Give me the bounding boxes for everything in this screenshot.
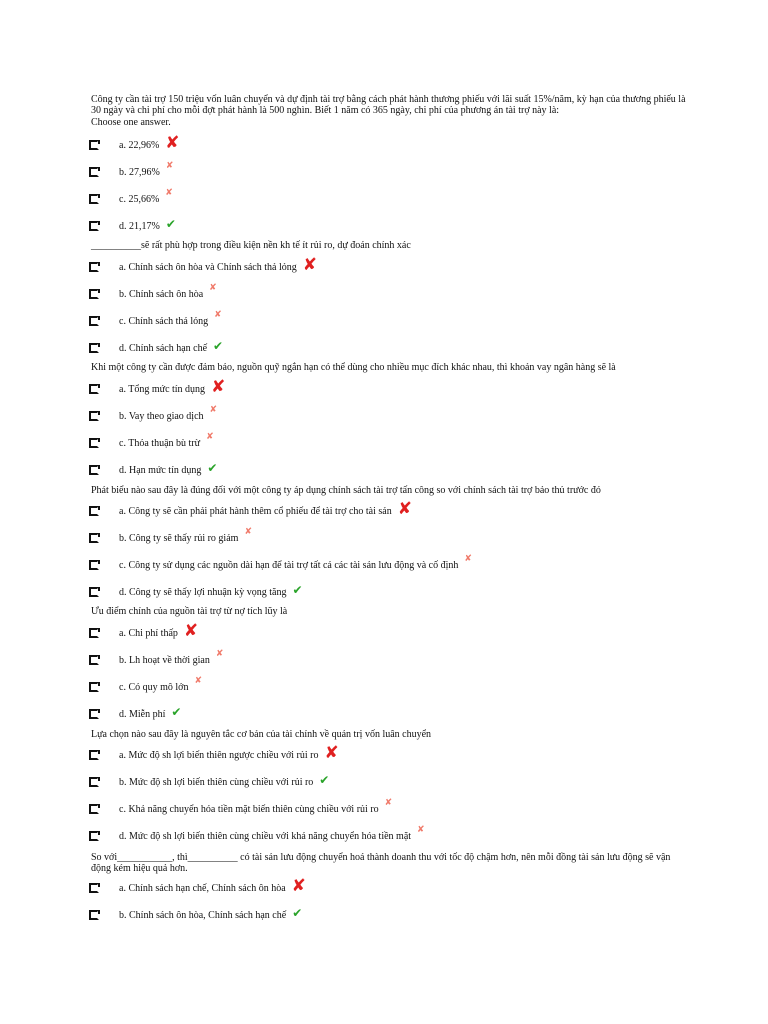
correct-check-icon: ✔ — [207, 461, 218, 475]
incorrect-icon: ✘ — [194, 676, 202, 686]
q3-option-a[interactable]: a. Tổng mức tín dụng ✘ — [89, 378, 225, 396]
incorrect-icon: ✘ — [165, 188, 173, 198]
checkbox-icon[interactable] — [89, 533, 99, 543]
q3-option-d[interactable]: d. Hạn mức tín dụng ✔ — [89, 459, 217, 477]
checkbox-icon[interactable] — [89, 343, 99, 353]
checkbox-icon[interactable] — [89, 221, 99, 231]
q2-option-c[interactable]: c. Chính sách thả lỏng ✘ — [89, 310, 222, 328]
question-5-text: Ưu điểm chính của nguồn tài trợ từ nợ tích lũy là — [91, 606, 288, 617]
checkbox-icon[interactable] — [89, 682, 99, 692]
incorrect-selected-icon: ✘ — [291, 876, 306, 896]
incorrect-selected-icon: ✘ — [302, 255, 317, 275]
question-6-text: Lựa chọn nào sau đây là nguyên tắc cơ bản của tài chính về quản trị vốn luân chuyển — [91, 729, 432, 740]
q7-option-b[interactable]: b. Chính sách ôn hòa, Chính sách hạn chế ✔ — [89, 904, 302, 922]
checkbox-icon[interactable] — [89, 384, 99, 394]
incorrect-selected-icon: ✘ — [165, 133, 180, 153]
question-4-text: Phát biểu nào sau đây là đúng đối với một công ty áp dụng chính sách tài trợ tấn công so với chính sách tài trợ bảo thủ trước đó — [91, 485, 601, 496]
checkbox-icon[interactable] — [89, 587, 99, 597]
correct-check-icon: ✔ — [319, 773, 330, 787]
q5-option-b[interactable]: b. Lh hoạt về thời gian ✘ — [89, 649, 223, 667]
checkbox-icon[interactable] — [89, 628, 99, 638]
incorrect-icon: ✘ — [165, 161, 174, 171]
q6-option-c[interactable]: c. Khả năng chuyển hóa tiền mặt biến thiên cùng chiều với rủi ro ✘ — [89, 798, 392, 816]
q1-option-a[interactable]: a. 22,96% ✘ — [89, 134, 180, 152]
checkbox-icon[interactable] — [89, 465, 99, 475]
incorrect-icon: ✘ — [384, 798, 393, 808]
question-3-text: Khi một công ty cần được đảm bảo, nguồn quỹ ngắn hạn có thể dùng cho nhiều mục đích khác nhau, thì khoản vay ngân hàng sẽ là — [91, 362, 616, 373]
question-7-text: So với___________, thì__________ có tài sản lưu động chuyển hoá thành doanh thu với tốc độ chậm hơn, nên mỗi đồng tài sản lưu động sẽ vận động kém hiệu quả hơn. — [91, 852, 671, 874]
checkbox-icon[interactable] — [89, 140, 99, 150]
checkbox-icon[interactable] — [89, 438, 99, 448]
checkbox-icon[interactable] — [89, 804, 99, 814]
incorrect-selected-icon: ✘ — [324, 743, 339, 763]
incorrect-icon: ✘ — [206, 432, 214, 442]
checkbox-icon[interactable] — [89, 411, 99, 421]
checkbox-icon[interactable] — [89, 194, 99, 204]
checkbox-icon[interactable] — [89, 316, 99, 326]
question-2-text: __________sẽ rất phù hợp trong điều kiện nền kh tế ít rủi ro, dự đoán chính xác — [91, 240, 411, 251]
checkbox-icon[interactable] — [89, 262, 99, 272]
question-1-text: Công ty cần tài trợ 150 triệu vốn luân chuyển và dự định tài trợ bằng cách phát hành thương phiếu với lãi suất 15%/năm, kỳ hạn của thương phiếu là 30 ngày và chi phí cho mỗi đợt phát hành là 500 nghìn. Biết 1 năm có 365 ngày, chi phí của phương án tài trợ này là: — [91, 94, 686, 116]
question-1-instruction: Choose one answer. — [91, 117, 171, 128]
correct-check-icon: ✔ — [213, 339, 224, 353]
incorrect-icon: ✘ — [417, 825, 425, 835]
q5-option-d[interactable]: d. Miễn phí ✔ — [89, 703, 181, 721]
correct-check-icon: ✔ — [292, 583, 303, 597]
incorrect-icon: ✘ — [209, 283, 217, 293]
q4-option-d[interactable]: d. Công ty sẽ thấy lợi nhuận kỳ vọng tăng ✔ — [89, 581, 303, 599]
correct-check-icon: ✔ — [165, 217, 176, 231]
q3-option-c[interactable]: c. Thỏa thuận bù trừ ✘ — [89, 432, 214, 450]
checkbox-icon[interactable] — [89, 655, 99, 665]
incorrect-icon: ✘ — [464, 554, 472, 564]
incorrect-selected-icon: ✘ — [211, 377, 226, 397]
q5-option-c[interactable]: c. Có quy mô lớn ✘ — [89, 676, 202, 694]
q2-option-b[interactable]: b. Chính sách ôn hòa ✘ — [89, 283, 217, 301]
q1-option-c[interactable]: c. 25,66% ✘ — [89, 188, 173, 206]
correct-check-icon: ✔ — [292, 906, 303, 920]
checkbox-icon[interactable] — [89, 709, 99, 719]
q7-option-a[interactable]: a. Chính sách hạn chế, Chính sách ôn hòa ✘ — [89, 877, 306, 895]
incorrect-icon: ✘ — [244, 527, 252, 537]
checkbox-icon[interactable] — [89, 167, 99, 177]
q6-option-b[interactable]: b. Mức độ sh lợi biến thiên cùng chiều với rủi ro ✔ — [89, 771, 329, 789]
checkbox-icon[interactable] — [89, 883, 99, 893]
checkbox-icon[interactable] — [89, 831, 99, 841]
q4-option-c[interactable]: c. Công ty sử dụng các nguồn dài hạn để tài trợ tất cả các tài sản lưu động và cố định ✘ — [89, 554, 472, 572]
incorrect-selected-icon: ✘ — [183, 621, 199, 641]
incorrect-icon: ✘ — [209, 405, 218, 415]
checkbox-icon[interactable] — [89, 750, 99, 760]
checkbox-icon[interactable] — [89, 506, 99, 516]
correct-check-icon: ✔ — [171, 705, 182, 719]
checkbox-icon[interactable] — [89, 910, 99, 920]
q4-option-a[interactable]: a. Công ty sẽ cần phải phát hành thêm cổ phiếu để tài trợ cho tài sản ✘ — [89, 500, 412, 518]
checkbox-icon[interactable] — [89, 777, 99, 787]
q6-option-d[interactable]: d. Mức độ sh lợi biến thiên cùng chiều với khả năng chuyển hóa tiền mặt ✘ — [89, 825, 425, 843]
q2-option-d[interactable]: d. Chính sách hạn chế ✔ — [89, 337, 223, 355]
q4-option-b[interactable]: b. Công ty sẽ thấy rủi ro giảm ✘ — [89, 527, 252, 545]
q6-option-a[interactable]: a. Mức độ sh lợi biến thiên ngược chiều với rủi ro ✘ — [89, 744, 339, 762]
q2-option-a[interactable]: a. Chính sách ôn hòa và Chính sách thả lỏng ✘ — [89, 256, 317, 274]
incorrect-selected-icon: ✘ — [397, 499, 412, 519]
q5-option-a[interactable]: a. Chi phí thấp ✘ — [89, 622, 198, 640]
q3-option-b[interactable]: b. Vay theo giao dịch ✘ — [89, 405, 217, 423]
checkbox-icon[interactable] — [89, 560, 99, 570]
q1-option-b[interactable]: b. 27,96% ✘ — [89, 161, 173, 179]
checkbox-icon[interactable] — [89, 289, 99, 299]
incorrect-icon: ✘ — [214, 310, 222, 320]
q1-option-d[interactable]: d. 21,17% ✔ — [89, 215, 176, 233]
incorrect-icon: ✘ — [215, 649, 224, 659]
